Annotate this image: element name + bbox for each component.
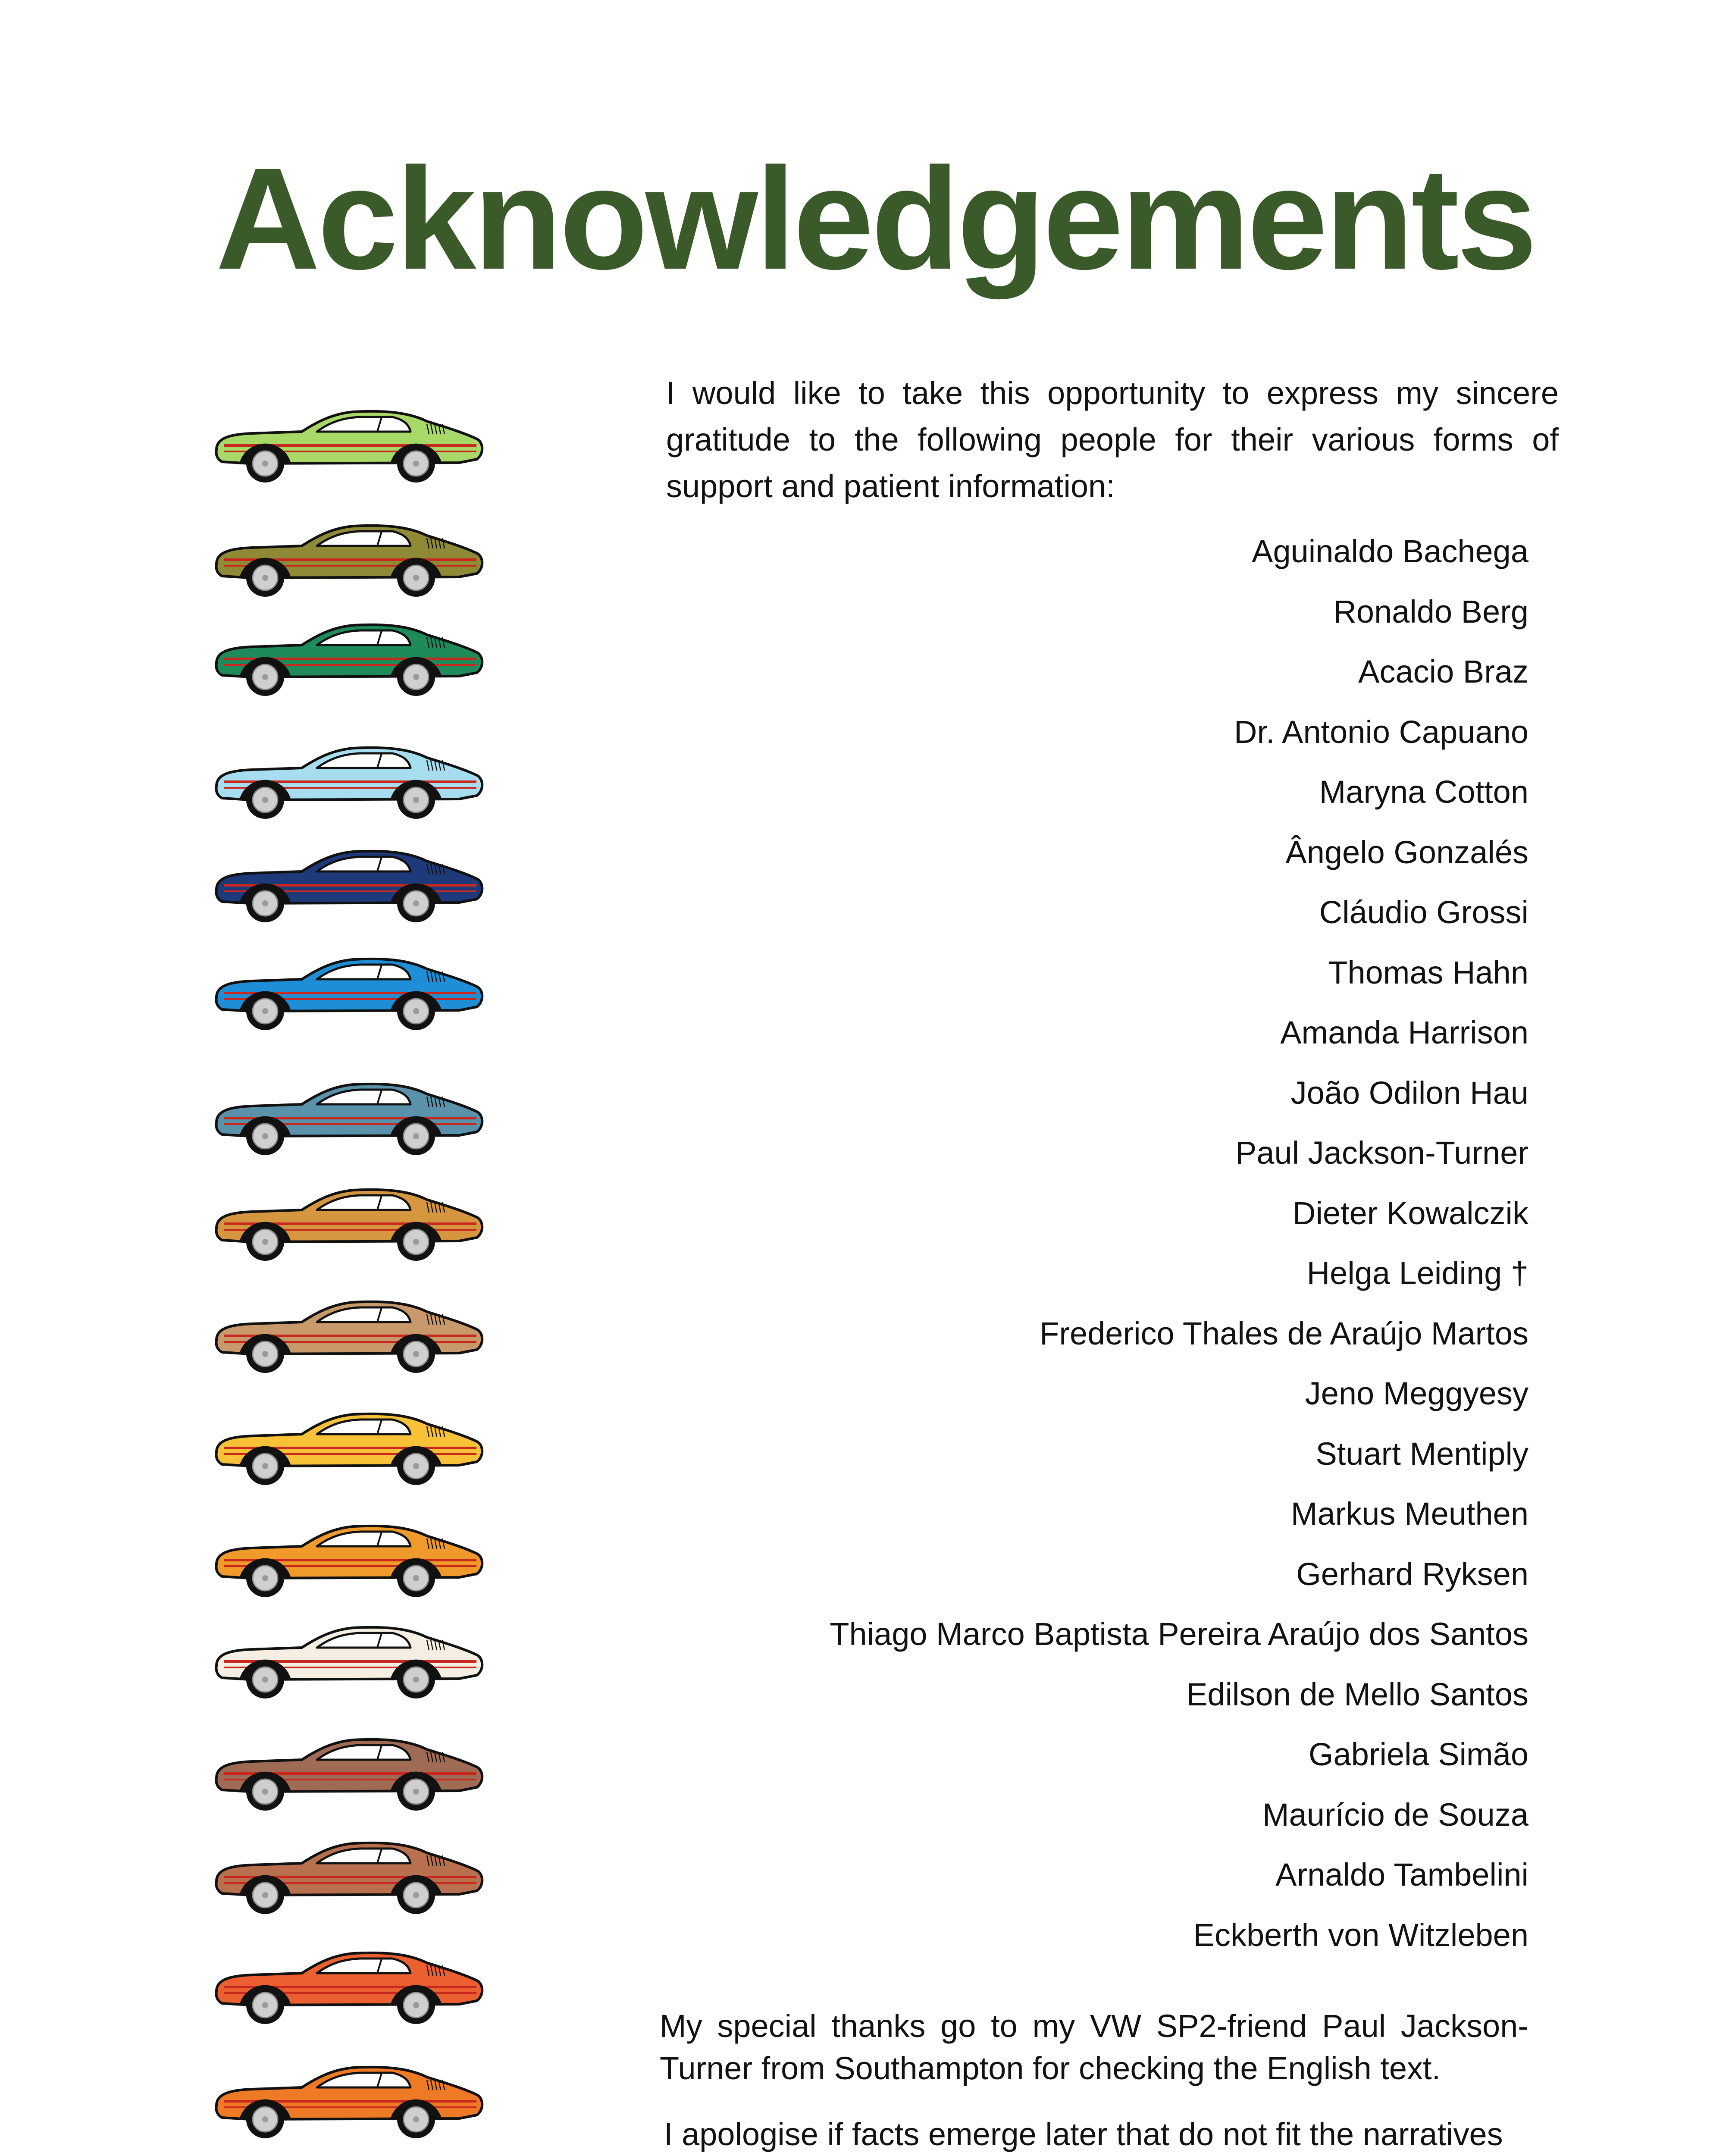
acknowledged-name: Stuart Mentiply <box>1315 1435 1528 1472</box>
acknowledged-name: Paul Jackson-Turner <box>1235 1135 1528 1171</box>
apology-paragraph: I apologise if facts emerge later that do not fit the narratives <box>664 2116 1503 2152</box>
sports-car-icon <box>211 612 487 699</box>
name-list <box>666 528 1528 1972</box>
special-thanks-paragraph: My special thanks go to my VW SP2-friend Paul Jackson-Turner from Southampton for checking the English text. <box>660 2008 1528 2086</box>
acknowledged-name: Frederico Thales de Araújo Martos <box>1040 1315 1528 1351</box>
sports-car-icon <box>211 839 487 925</box>
sports-car-icon <box>211 513 487 599</box>
acknowledged-name: Cláudio Grossi <box>1319 894 1528 930</box>
car-illustration-column <box>211 0 487 2156</box>
acknowledged-name: Dr. Antonio Capuano <box>1234 714 1528 750</box>
sports-car-icon <box>211 1615 487 1701</box>
sports-car-icon <box>211 946 487 1033</box>
acknowledged-name: Gabriela Simão <box>1308 1736 1528 1772</box>
acknowledged-name: Thiago Marco Baptista Pereira Araújo dos Santos <box>830 1616 1528 1652</box>
acknowledged-name: Edilson de Mello Santos <box>1186 1676 1528 1712</box>
acknowledged-name: João Odilon Hau <box>1290 1075 1528 1111</box>
acknowledged-name: Aguinaldo Bachega <box>1252 533 1528 569</box>
sports-car-icon <box>211 2055 487 2141</box>
sports-car-icon <box>211 1072 487 1158</box>
acknowledged-name: Ronaldo Berg <box>1333 593 1528 630</box>
sports-car-icon <box>211 735 487 821</box>
page-title: Acknowledgements <box>216 138 1535 300</box>
acknowledged-name: Dieter Kowalczik <box>1293 1195 1528 1231</box>
acknowledged-name: Arnaldo Tambelini <box>1275 1857 1528 1893</box>
acknowledged-name: Helga Leiding † <box>1306 1255 1528 1291</box>
intro-paragraph: I would like to take this opportunity to express my sincere gratitude to the following people for their various forms of support and patient information: <box>666 375 1559 504</box>
sports-car-icon <box>211 1177 487 1263</box>
sports-car-icon <box>211 1830 487 1917</box>
acknowledged-name: Eckberth von Witzleben <box>1193 1917 1528 1953</box>
acknowledged-name: Ângelo Gonzalés <box>1285 834 1528 870</box>
sports-car-icon <box>211 1289 487 1376</box>
sports-car-icon <box>211 1940 487 2027</box>
acknowledged-name: Acacio Braz <box>1358 654 1528 689</box>
sports-car-icon <box>211 1727 487 1813</box>
acknowledged-name: Maurício de Souza <box>1262 1796 1528 1833</box>
acknowledged-name: Maryna Cotton <box>1319 774 1528 810</box>
acknowledged-name: Amanda Harrison <box>1280 1015 1528 1050</box>
sports-car-icon <box>211 1514 487 1600</box>
sports-car-icon <box>211 399 487 485</box>
acknowledged-name: Gerhard Ryksen <box>1296 1556 1528 1592</box>
acknowledged-name: Thomas Hahn <box>1328 954 1528 990</box>
acknowledged-name: Jeno Meggyesy <box>1305 1376 1528 1411</box>
acknowledged-name: Markus Meuthen <box>1290 1496 1528 1532</box>
sports-car-icon <box>211 1401 487 1488</box>
